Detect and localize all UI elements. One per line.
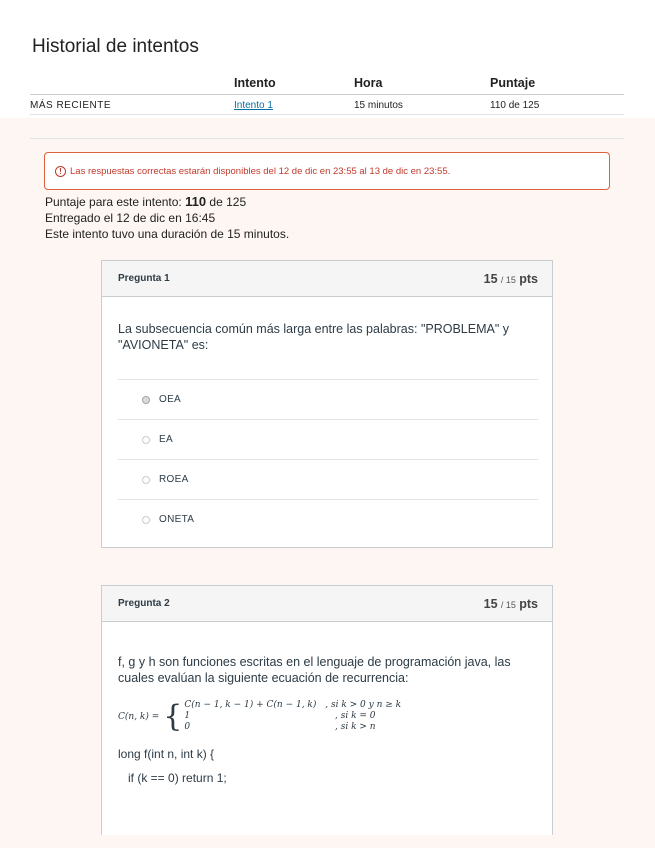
question-points: 15 / 15 pts bbox=[483, 271, 538, 286]
attempt-score: Puntaje para este intento: 110 de 125 bbox=[45, 194, 247, 209]
question-text: La subsecuencia común más larga entre las palabras: "PROBLEMA" y "AVIONETA" es: bbox=[118, 322, 510, 352]
formula-brace: { bbox=[163, 698, 183, 734]
answer-option[interactable]: ROEA bbox=[118, 459, 538, 499]
question-header bbox=[102, 586, 552, 622]
attempt-cell bbox=[234, 95, 354, 115]
attempt-link[interactable]: Intento 1 bbox=[234, 100, 273, 111]
answer-option[interactable]: ONETA bbox=[118, 499, 538, 539]
radio-icon[interactable] bbox=[142, 436, 150, 444]
formula-lhs: C(n, k) = bbox=[118, 711, 160, 722]
attempt-duration: Este intento tuvo una duración de 15 minutos. bbox=[45, 227, 290, 241]
question-points: 15 / 15 pts bbox=[483, 596, 538, 611]
attempt-summary bbox=[45, 194, 289, 242]
question-1 bbox=[101, 260, 553, 548]
radio-selected-icon[interactable] bbox=[142, 396, 150, 404]
divider bbox=[30, 138, 624, 139]
table-row bbox=[30, 95, 624, 115]
formula-case: C(n − 1, k − 1) + C(n − 1, k) , si k > 0 y n ≥ k bbox=[184, 700, 402, 710]
history-title: Historial de intentos bbox=[32, 36, 199, 57]
submitted-date: Entregado el 12 de dic en 16:45 bbox=[45, 211, 216, 225]
history-header-attempt: Intento bbox=[234, 73, 354, 95]
formula-case: 0 , si k > n bbox=[184, 722, 376, 732]
warning-icon: ! bbox=[55, 166, 66, 177]
history-header-blank bbox=[30, 73, 234, 95]
radio-icon[interactable] bbox=[142, 476, 150, 484]
code-line: if (k == 0) return 1; bbox=[128, 771, 227, 785]
radio-icon[interactable] bbox=[142, 516, 150, 524]
attempt-score-value: 110 bbox=[185, 194, 207, 209]
history-header-time: Hora bbox=[354, 73, 490, 95]
formula-case: 1 , si k = 0 bbox=[184, 711, 376, 721]
question-2 bbox=[101, 585, 553, 835]
time-cell: 15 minutos bbox=[354, 95, 490, 115]
answers-notice bbox=[44, 152, 610, 190]
history-table bbox=[30, 73, 624, 115]
notice-text: Las respuestas correctas estarán disponibles del 12 de dic en 23:55 al 13 de dic en 23:55. bbox=[70, 165, 451, 177]
question-title: Pregunta 2 bbox=[118, 598, 170, 609]
recurrence-formula bbox=[102, 700, 552, 733]
history-section bbox=[0, 0, 655, 118]
history-header-row bbox=[30, 73, 624, 95]
question-title: Pregunta 1 bbox=[118, 273, 170, 284]
answer-option[interactable]: OEA bbox=[118, 379, 538, 419]
question-text: f, g y h son funciones escritas en el lenguaje de programación java, las cuales evalúan la siguiente ecuación de recurrencia: bbox=[118, 655, 511, 685]
answer-list bbox=[118, 379, 538, 539]
answer-option[interactable]: EA bbox=[118, 419, 538, 459]
score-cell: 110 de 125 bbox=[490, 95, 624, 115]
formula-cases bbox=[184, 700, 401, 733]
history-header-score: Puntaje bbox=[490, 73, 624, 95]
question-header bbox=[102, 261, 552, 297]
code-line: long f(int n, int k) { bbox=[118, 747, 215, 761]
most-recent-label: MÁS RECIENTE bbox=[30, 95, 234, 115]
